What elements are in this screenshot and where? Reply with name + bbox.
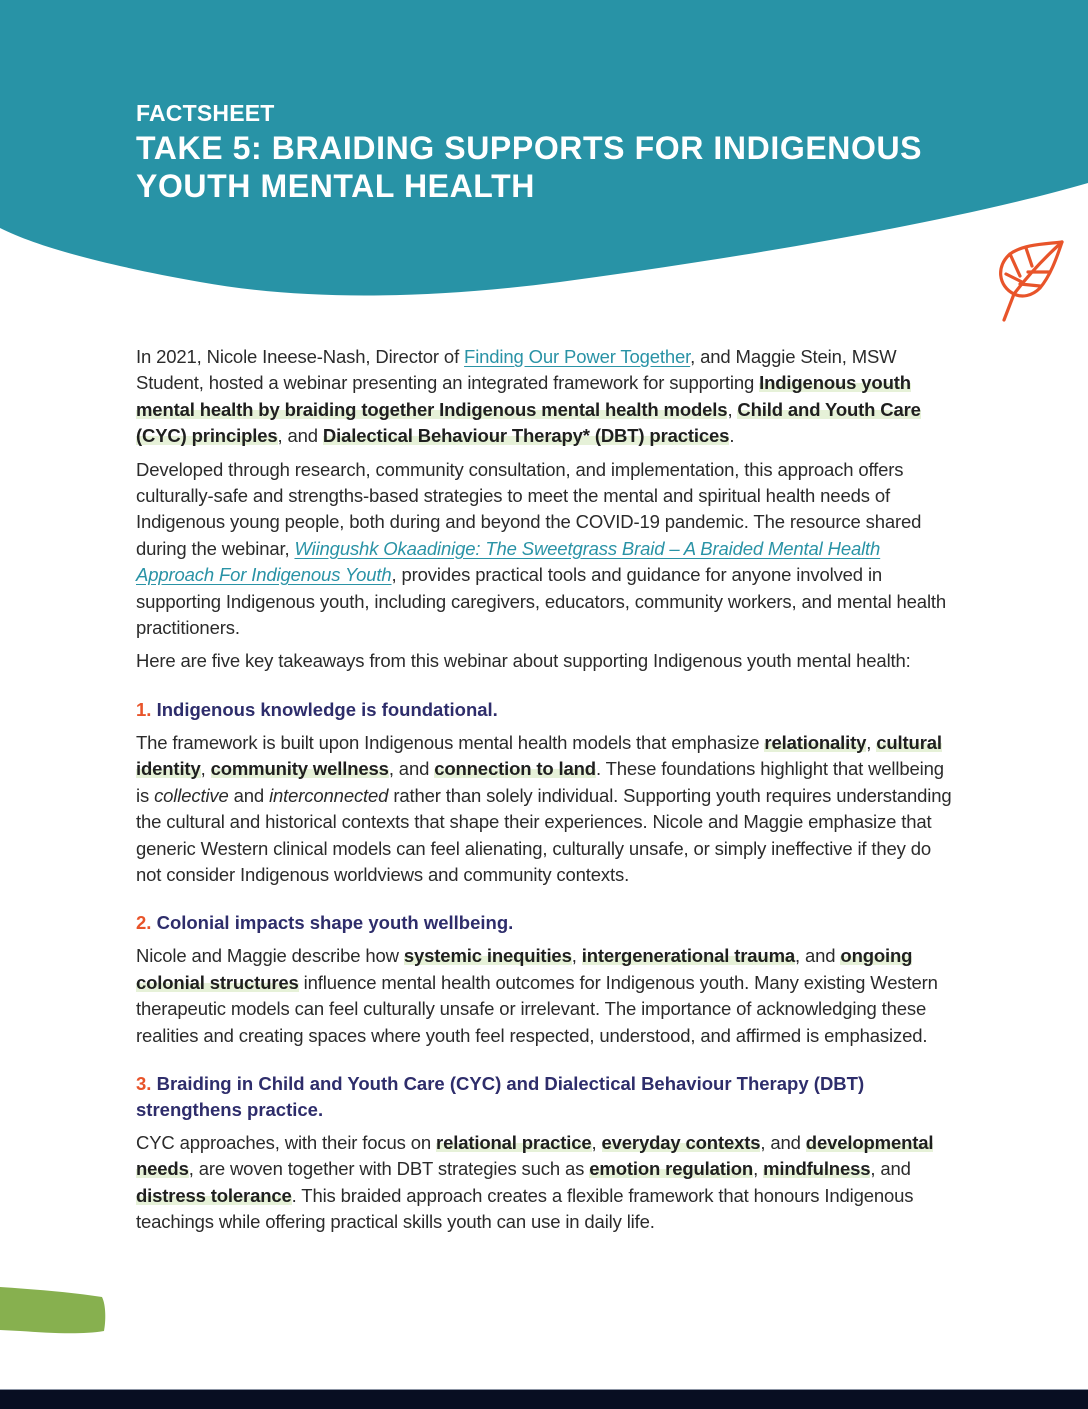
highlight: emotion regulation	[589, 1158, 754, 1180]
text: influence mental health outcomes for Indigenous youth. Many existing Western therapeutic models can feel culturally unsafe or irrelevant. The importance of acknowledging these realities and creating spaces where youth feel respected, understood, and affirmed is emphasized.	[136, 971, 938, 1046]
highlight: Dialectical Behaviour Therapy* (DBT) practices	[322, 425, 730, 447]
text: ,	[727, 398, 738, 420]
highlight: community wellness	[210, 758, 389, 780]
highlight: ongoing colonial structures	[136, 945, 913, 993]
text: Nicole and Maggie describe how	[136, 945, 404, 967]
emphasis: collective	[154, 784, 229, 806]
page-title	[136, 129, 922, 205]
highlight: mindfulness	[763, 1158, 871, 1180]
text: ,	[753, 1158, 764, 1180]
highlight: connection to land	[434, 758, 596, 780]
emphasis: interconnected	[269, 784, 389, 806]
takeaway-3	[136, 1071, 956, 1236]
intro-paragraph-2	[136, 457, 956, 642]
takeaway-number: 1.	[136, 698, 152, 720]
highlight: distress tolerance	[136, 1184, 292, 1206]
highlight: cultural identity	[136, 731, 942, 780]
text: , and	[795, 945, 841, 967]
footer-bar	[0, 1389, 1088, 1409]
leaf-icon	[990, 238, 1070, 328]
highlight: systemic inequities	[403, 945, 572, 967]
text: , and	[760, 1131, 806, 1153]
title-line-1: TAKE 5: BRAIDING SUPPORTS FOR INDIGENOUS	[136, 130, 923, 166]
highlight: relationality	[764, 731, 867, 753]
takeaway-title: Indigenous knowledge is foundational.	[156, 698, 498, 720]
takeaway-heading	[136, 910, 956, 936]
text: ,	[571, 945, 582, 967]
takeaway-heading	[136, 697, 956, 723]
text: . This braided approach creates a flexible framework that honours Indigenous teachings while offering practical skills youth can use in daily life.	[136, 1184, 914, 1233]
takeaway-body	[136, 730, 956, 888]
text: Developed through research, community consultation, and implementation, this approach offers culturally-safe and strengths-based strategies to meet the mental and spiritual health needs of Indigenous young people, both during and beyond the COVID-19 pandemic. The resource shared during the webinar,	[136, 458, 922, 559]
text: , and	[277, 425, 323, 447]
takeaway-number: 2.	[136, 912, 152, 934]
highlight: Indigenous youth mental health by braiding together Indigenous mental health models	[136, 372, 911, 420]
takeaway-body	[136, 943, 956, 1049]
finding-our-power-together-link[interactable]: Finding Our Power Together	[464, 346, 691, 367]
text: . These foundations highlight that wellbeing is	[136, 758, 944, 806]
header	[136, 100, 922, 205]
text: , provides practical tools and guidance for anyone involved in supporting Indigenous youth, including caregivers, educators, community workers, and mental health practitioners.	[136, 564, 947, 639]
text: , and	[388, 758, 435, 780]
takeaway-body	[136, 1130, 956, 1236]
text: ,	[591, 1131, 602, 1153]
text: The framework is built upon Indigenous mental health models that emphasize	[136, 731, 765, 753]
text: CYC approaches, with their focus on	[136, 1131, 437, 1153]
main-content	[136, 344, 956, 1243]
green-brush-stroke-decoration	[0, 1283, 110, 1339]
sweetgrass-braid-resource-link[interactable]: Wiingushk Okaadinige: The Sweetgrass Braid – A Braided Mental Health Approach For Indigenous Youth	[136, 537, 881, 586]
text: ,	[200, 758, 211, 780]
takeaway-1	[136, 697, 956, 888]
text: ,	[866, 731, 877, 753]
text: In 2021, Nicole Ineese-Nash, Director of	[136, 346, 465, 367]
text: , and	[870, 1158, 911, 1180]
highlight: Child and Youth Care (CYC) principles	[136, 398, 921, 447]
text: , are woven together with DBT strategies such as	[188, 1158, 590, 1180]
intro-paragraph-1	[136, 344, 956, 450]
highlight: relational practice	[436, 1131, 592, 1153]
text: and	[228, 784, 270, 806]
intro-paragraph-3: Here are five key takeaways from this webinar about supporting Indigenous youth mental health:	[136, 650, 911, 672]
takeaway-heading	[136, 1071, 956, 1123]
text: .	[729, 425, 735, 447]
highlight: intergenerational trauma	[581, 945, 796, 967]
highlight: developmental needs	[136, 1131, 934, 1180]
takeaway-number: 3.	[136, 1072, 152, 1094]
document-type-label: FACTSHEET	[136, 100, 275, 126]
highlight: everyday contexts	[601, 1131, 761, 1153]
title-line-2: YOUTH MENTAL HEALTH	[136, 168, 535, 204]
text: rather than solely individual. Supporting youth requires understanding the cultural and historical contexts that shape their experiences. Nicole and Maggie emphasize that generic Western clinical models can feel alienating, culturally unsafe, or simply ineffective if they do not consider Indigenous worldviews and community contexts.	[136, 784, 952, 885]
takeaway-2	[136, 910, 956, 1049]
takeaway-title: Colonial impacts shape youth wellbeing.	[156, 912, 514, 934]
text: , and Maggie Stein, MSW Student, hosted a webinar presenting an integrated framework for supporting	[136, 346, 897, 394]
takeaway-title: Braiding in Child and Youth Care (CYC) and Dialectical Behaviour Therapy (DBT) strengthens practice.	[136, 1072, 865, 1120]
